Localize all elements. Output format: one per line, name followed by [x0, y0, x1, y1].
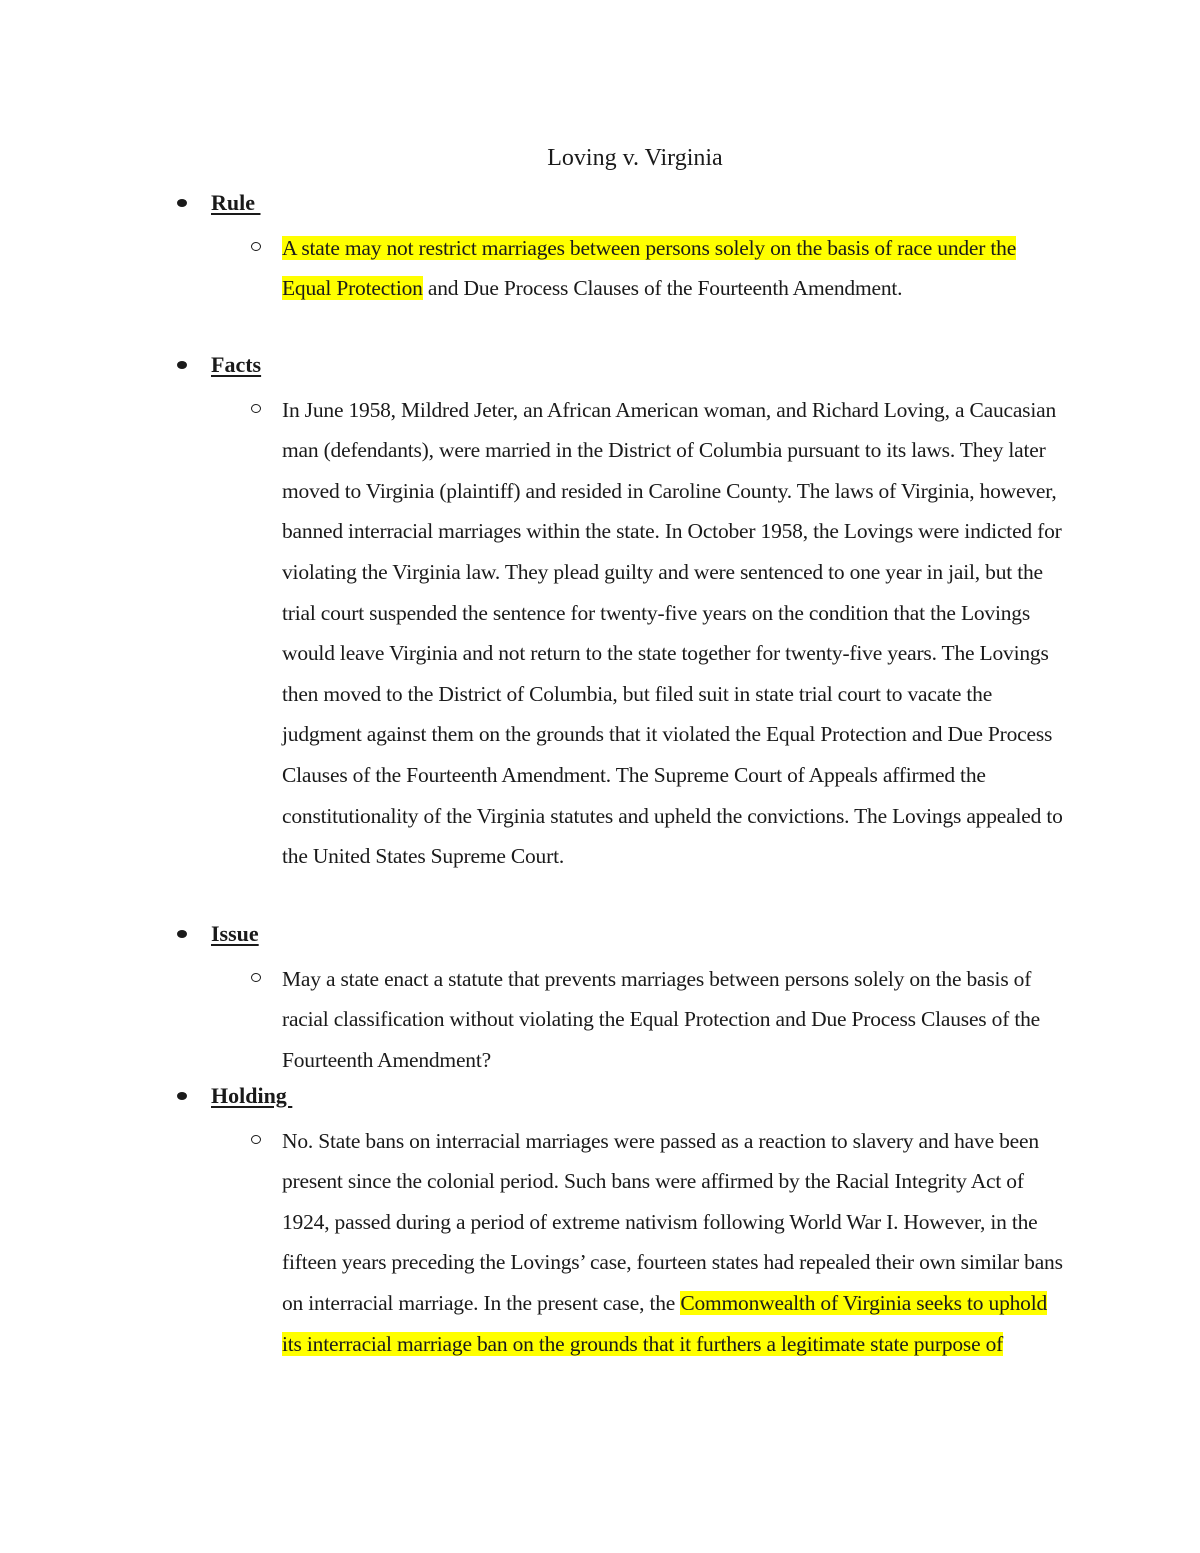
section-heading-issue: Issue — [211, 921, 259, 946]
section-rule — [0, 187, 1200, 309]
rule-paragraph — [282, 228, 1067, 309]
section-facts — [0, 349, 1200, 877]
section-heading-holding: Holding — [211, 1083, 293, 1108]
sub-bullet-icon — [251, 404, 261, 413]
section-heading-rule: Rule — [211, 190, 261, 215]
facts-paragraph — [282, 390, 1067, 877]
bullet-icon — [177, 930, 187, 938]
highlighted-text: A state may not restrict marriages between persons solely on the basis of race under the Equal Protection — [282, 235, 1017, 301]
section-heading-facts: Facts — [211, 352, 262, 377]
bullet-icon — [177, 199, 187, 207]
document-title: Loving v. Virginia — [547, 145, 723, 171]
section-holding — [0, 1080, 1200, 1364]
sub-bullet-icon — [251, 1135, 261, 1144]
sub-bullet-icon — [251, 973, 261, 982]
bullet-icon — [177, 1092, 187, 1100]
issue-paragraph — [282, 959, 1067, 1081]
section-issue — [0, 918, 1200, 1080]
paragraph-text: No. State bans on interracial marriages were passed as a reaction to slavery and have been present since the colonial period. Such bans were affirmed by the Racial Integrity Act of 1924, passed during a period of extreme nativism following World War I. However, in the fifteen years preceding the Lovings’ case, fourteen states had repealed their own similar bans on interracial marriage. In the present case, the — [282, 1128, 1063, 1315]
paragraph-text: and Due Process Clauses of the Fourteenth Amendment. — [422, 276, 903, 301]
bullet-icon — [177, 361, 187, 369]
highlighted-text: Commonwealth of Virginia seeks to uphold its interracial marriage ban on the grounds that it furthers a legitimate state purpose of — [282, 1290, 1048, 1356]
paragraph-text: In June 1958, Mildred Jeter, an African American woman, and Richard Loving, a Caucasian man (defendants), were married in the District of Columbia pursuant to its laws. They later moved to Virginia (plaintiff) and resided in Caroline County. The laws of Virginia, however, banned interracial marriages within the state. In October 1958, the Lovings were indicted for violating the Virginia law. They plead guilty and were sentenced to one year in jail, but the trial court suspended the sentence for twenty-five years on the condition that the Lovings would leave Virginia and not return to the state together for twenty-five years. The Lovings then moved to the District of Columbia, but filed suit in state trial court to vacate the judgment against them on the grounds that it violated the Equal Protection and Due Process Clauses of the Fourteenth Amendment. The Supreme Court of Appeals affirmed the constitutionality of the Virginia statutes and upheld the convictions. The Lovings appealed to the United States Supreme Court. — [282, 397, 1063, 869]
paragraph-text: May a state enact a statute that prevents marriages between persons solely on the basis of racial classification without violating the Equal Protection and Due Process Clauses of the Fourteenth Amendment? — [282, 966, 1040, 1072]
holding-paragraph — [282, 1121, 1067, 1365]
sub-bullet-icon — [251, 242, 261, 251]
